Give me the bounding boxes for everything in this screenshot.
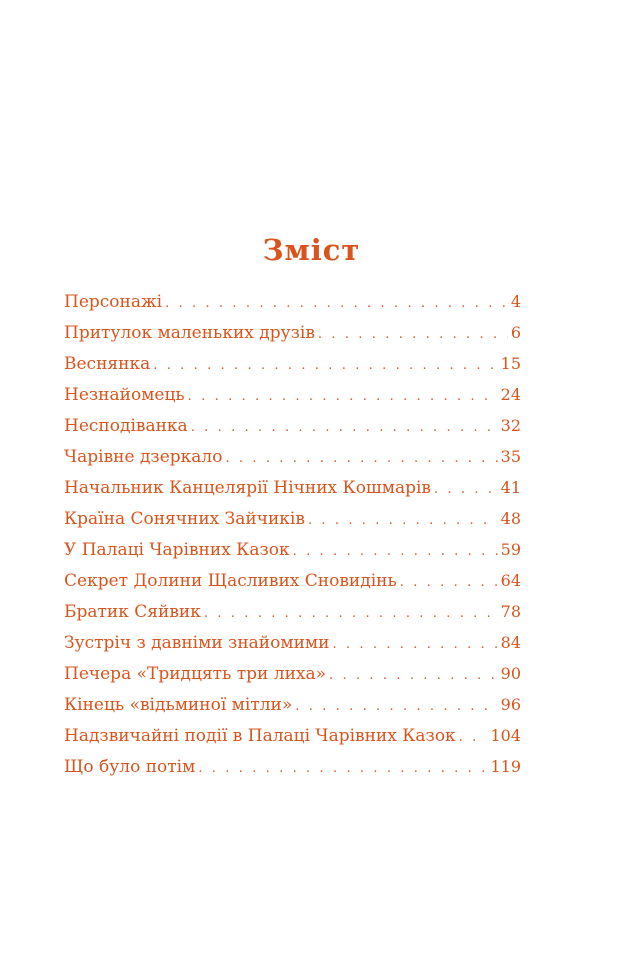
toc-entry-page: 84 bbox=[500, 633, 521, 652]
toc-entry-title: Несподіванка bbox=[64, 416, 188, 436]
toc-entry-page: 35 bbox=[500, 447, 521, 466]
toc-entry-page: 96 bbox=[500, 695, 521, 714]
toc-leader-dots bbox=[204, 606, 498, 621]
toc-entry[interactable] bbox=[64, 385, 521, 416]
toc-entry-page: 64 bbox=[500, 571, 521, 590]
toc-leader-dots bbox=[225, 451, 497, 466]
toc-leader-dots bbox=[332, 637, 497, 652]
toc-leader-dots bbox=[165, 296, 508, 311]
toc-entry-page: 90 bbox=[500, 664, 521, 683]
toc-entry-title: Веснянка bbox=[64, 354, 151, 374]
toc-leader-dots bbox=[295, 699, 497, 714]
toc-leader-dots bbox=[308, 513, 498, 528]
toc-entry-page: 24 bbox=[500, 385, 521, 404]
toc-entry-title: Притулок маленьких друзів bbox=[64, 323, 315, 343]
toc-entry-title: Країна Сонячних Зайчиків bbox=[64, 509, 305, 529]
toc-entry[interactable] bbox=[64, 726, 521, 757]
toc-entry-title: Кінець «відьминої мітли» bbox=[64, 695, 293, 715]
toc-entry-title: Що було потім bbox=[64, 757, 196, 777]
toc-entry[interactable] bbox=[64, 571, 521, 602]
toc-entry[interactable] bbox=[64, 540, 521, 571]
toc-leader-dots bbox=[293, 544, 498, 559]
toc-leader-dots bbox=[191, 420, 498, 435]
toc-entry-title: У Палаці Чарівних Казок bbox=[64, 540, 290, 560]
toc-leader-dots bbox=[400, 575, 498, 590]
toc-leader-dots bbox=[198, 761, 487, 776]
toc-entry-title: Персонажі bbox=[64, 292, 163, 312]
toc-leader-dots bbox=[318, 327, 508, 342]
toc-entry-title: Незнайомець bbox=[64, 385, 185, 405]
toc-entry-page: 59 bbox=[500, 540, 521, 559]
toc-entry[interactable] bbox=[64, 757, 521, 788]
page-title: Зміст bbox=[262, 233, 361, 268]
toc-entry[interactable] bbox=[64, 633, 521, 664]
toc-entry-page: 15 bbox=[500, 354, 521, 373]
toc-entry[interactable] bbox=[64, 354, 521, 385]
toc-entry-title: Секрет Долини Щасливих Сновидінь bbox=[64, 571, 397, 591]
toc-leader-dots bbox=[329, 668, 498, 683]
toc-entry[interactable] bbox=[64, 292, 521, 323]
toc-entry[interactable] bbox=[64, 478, 521, 509]
toc-entry-title: Начальник Канцелярії Нічних Кошмарів bbox=[64, 478, 431, 498]
toc-leader-dots bbox=[153, 358, 497, 373]
toc-entry[interactable] bbox=[64, 447, 521, 478]
toc-entry[interactable] bbox=[64, 416, 521, 447]
toc-entry-page: 78 bbox=[500, 602, 521, 621]
toc-entry[interactable] bbox=[64, 323, 521, 354]
toc-entry-title: Надзвичайні події в Палаці Чарівних Казок bbox=[64, 726, 456, 746]
table-of-contents bbox=[64, 292, 521, 788]
toc-entry-title: Печера «Тридцять три лиха» bbox=[64, 664, 327, 684]
toc-entry-page: 48 bbox=[500, 509, 521, 528]
toc-entry-page: 41 bbox=[500, 478, 521, 497]
toc-entry-page: 4 bbox=[510, 292, 521, 311]
toc-leader-dots bbox=[434, 482, 498, 497]
toc-entry-title: Чарівне дзеркало bbox=[64, 447, 223, 467]
toc-entry[interactable] bbox=[64, 695, 521, 726]
toc-entry-page: 6 bbox=[510, 323, 521, 342]
toc-entry[interactable] bbox=[64, 602, 521, 633]
toc-entry-page: 104 bbox=[490, 726, 521, 745]
toc-entry-page: 119 bbox=[490, 757, 521, 776]
toc-leader-dots bbox=[459, 730, 488, 745]
toc-entry-page: 32 bbox=[500, 416, 521, 435]
toc-leader-dots bbox=[188, 389, 498, 404]
toc-entry[interactable] bbox=[64, 664, 521, 695]
toc-entry[interactable] bbox=[64, 509, 521, 540]
toc-entry-title: Братик Сяйвик bbox=[64, 602, 201, 622]
toc-entry-title: Зустріч з давніми знайомими bbox=[64, 633, 330, 653]
